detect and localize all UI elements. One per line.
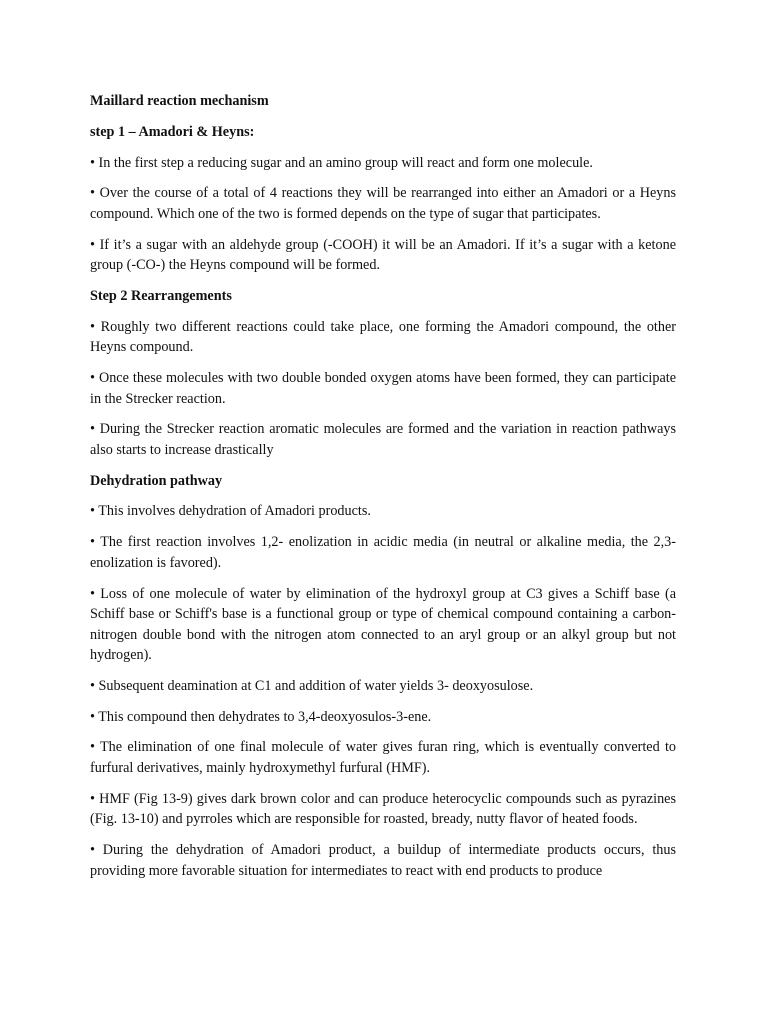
paragraph: • During the dehydration of Amadori product, a buildup of intermediate products occurs, thus providing more favorable situation for intermediates to react with end products to produce <box>90 842 676 879</box>
paragraph: • During the Strecker reaction aromatic molecules are formed and the variation in reaction pathways also starts to increase drastically <box>90 421 676 458</box>
paragraph: • Over the course of a total of 4 reactions they will be rearranged into either an Amadori or a Heyns compound. Which one of the two is formed depends on the type of sugar that participates. <box>90 185 676 222</box>
paragraph: • This involves dehydration of Amadori products. <box>90 503 371 520</box>
paragraph: • The elimination of one final molecule of water gives furan ring, which is eventually converted to furfural derivatives, mainly hydroxymethyl furfural (HMF). <box>90 739 676 776</box>
paragraph: • Loss of one molecule of water by elimination of the hydroxyl group at C3 gives a Schiff base (a Schiff base or Schiff's base is a functional group or type of chemical compound containing a carbon-nitrogen double bond with the nitrogen atom connected to an aryl group or an alkyl group but not hydrogen). <box>90 585 676 664</box>
paragraph: • Once these molecules with two double bonded oxygen atoms have been formed, they can participate in the Strecker reaction. <box>90 370 676 407</box>
section-heading-step1: step 1 – Amadori & Heyns: <box>90 123 255 140</box>
paragraph: • Subsequent deamination at C1 and addition of water yields 3- deoxyosulose. <box>90 677 534 694</box>
paragraph: • This compound then dehydrates to 3,4-deoxyosulos-3-ene. <box>90 708 432 725</box>
paragraph: • The first reaction involves 1,2- enolization in acidic media (in neutral or alkaline media, the 2,3-enolization is favored). <box>90 534 676 571</box>
paragraph: • If it’s a sugar with an aldehyde group (-COOH) it will be an Amadori. If it’s a sugar with a ketone group (-CO-) the Heyns compound will be formed. <box>90 236 676 274</box>
section-heading-dehydration: Dehydration pathway <box>90 472 223 489</box>
paragraph: • Roughly two different reactions could take place, one forming the Amadori compound, the other Heyns compound. <box>90 318 676 356</box>
paragraph: • In the first step a reducing sugar and an amino group will react and form one molecule. <box>90 154 593 171</box>
paragraph: • HMF (Fig 13-9) gives dark brown color and can produce heterocyclic compounds such as pyrazines (Fig. 13-10) and pyrroles which are responsible for roasted, bready, nutty flavor of heated foods. <box>90 790 676 828</box>
section-heading-step2: Step 2 Rearrangements <box>90 287 232 304</box>
document-title: Maillard reaction mechanism <box>90 93 269 109</box>
